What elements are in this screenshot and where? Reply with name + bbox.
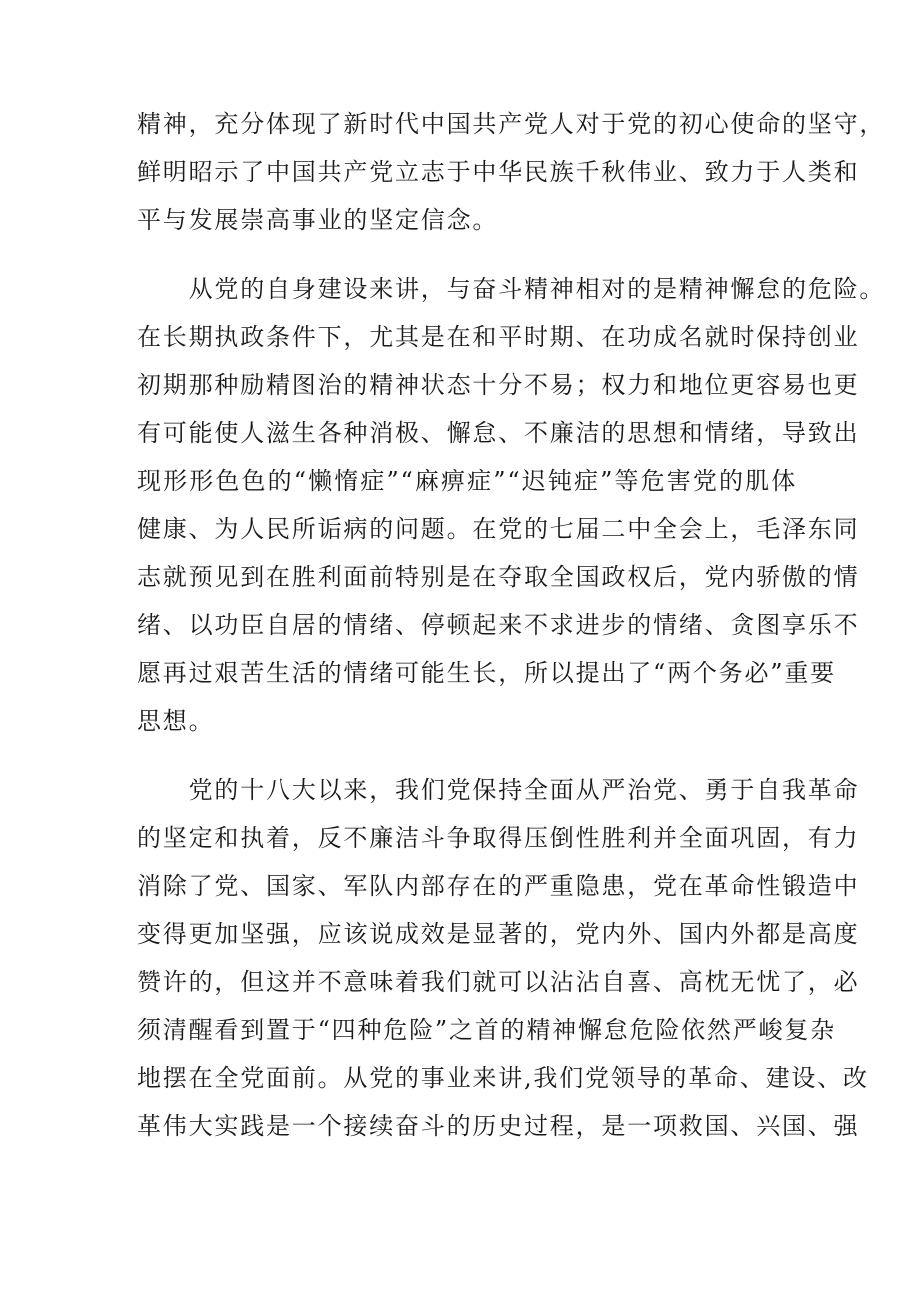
text-line: 健康、为人民所诟病的问题。在党的七届二中全会上，毛泽东同 — [137, 515, 860, 543]
text-line: 愿再过艰苦生活的情绪可能生长，所以提出了“两个务必”重要 — [137, 659, 836, 687]
text-line: 初期那种励精图治的精神状态十分不易；权力和地位更容易也更 — [137, 371, 860, 399]
text-line: 革伟大实践是一个接续奋斗的历史过程，是一项救国、兴国、强 — [137, 1112, 860, 1140]
document-body — [137, 100, 886, 1150]
text-line: 地摆在全党面前。从党的事业来讲,我们党领导的革命、建设、改 — [137, 1064, 869, 1092]
text-line: 从党的自身建设来讲，与奋斗精神相对的是精神懈怠的危险。 — [137, 275, 886, 303]
text-line: 党的十八大以来，我们党保持全面从严治党、勇于自我革命 — [137, 776, 860, 804]
paragraph-1 — [137, 100, 886, 244]
text-line: 现形形色色的“懒惰症”“麻痹症”“迟钝症”等危害党的肌体 — [137, 467, 797, 495]
text-line: 鲜明昭示了中国共产党立志于中华民族千秋伟业、致力于人类和 — [137, 158, 860, 186]
text-line: 绪、以功臣自居的情绪、停顿起来不求进步的情绪、贪图享乐不 — [137, 611, 860, 639]
text-line: 有可能使人滋生各种消极、懈怠、不廉洁的思想和情绪，导致出 — [137, 419, 860, 447]
text-line: 的坚定和执着，反不廉洁斗争取得压倒性胜利并全面巩固，有力 — [137, 824, 860, 852]
text-line: 思想。 — [137, 707, 215, 735]
text-line: 消除了党、国家、军队内部存在的严重隐患，党在革命性锻造中 — [137, 872, 860, 900]
paragraph-spacer — [137, 244, 797, 265]
text-line: 变得更加坚强，应该说成效是显著的，党内外、国内外都是高度 — [137, 920, 860, 948]
text-line: 精神，充分体现了新时代中国共产党人对于党的初心使命的坚守， — [137, 110, 886, 138]
text-line: 志就预见到在胜利面前特别是在夺取全国政权后，党内骄傲的情 — [137, 563, 860, 591]
paragraph-2 — [137, 265, 886, 745]
text-line: 赞许的，但这并不意味着我们就可以沾沾自喜、高枕无忧了，必 — [137, 968, 860, 996]
text-line: 须清醒看到置于“四种危险”之首的精神懈怠危险依然严峻复杂 — [137, 1016, 836, 1044]
paragraph-3 — [137, 766, 869, 1150]
text-line: 在长期执政条件下，尤其是在和平时期、在功成名就时保持创业 — [137, 323, 860, 351]
paragraph-spacer — [137, 745, 797, 766]
text-line: 平与发展崇高事业的坚定信念。 — [137, 206, 499, 234]
